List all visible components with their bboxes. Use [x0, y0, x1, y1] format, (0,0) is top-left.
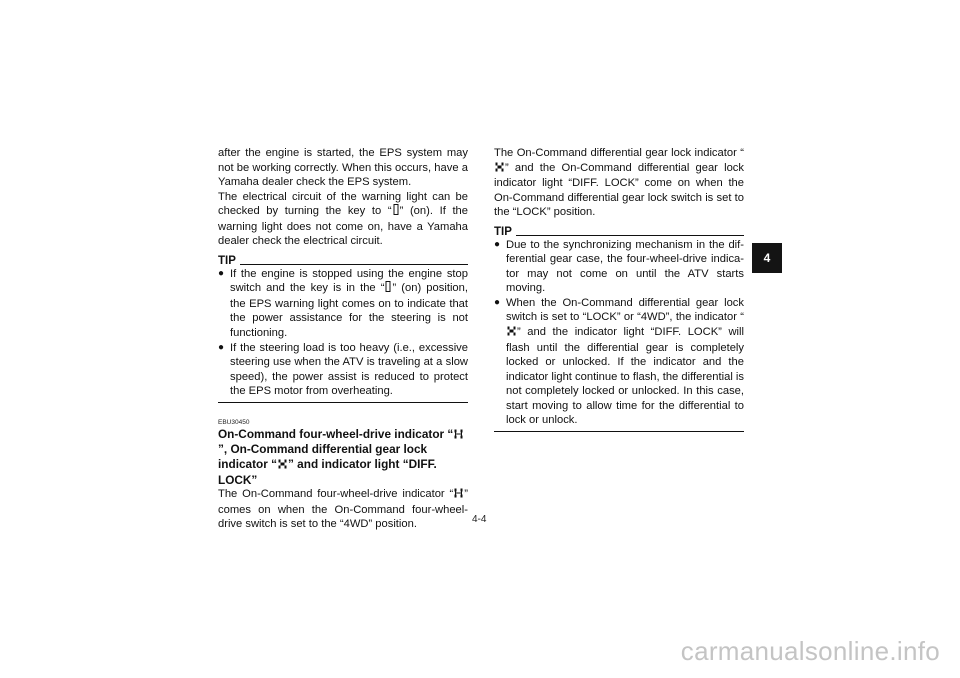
- text-run: ”, On-Command differential gear lock indicator “: [218, 442, 428, 471]
- text-run: The On-Command four-wheel-drive indicator “: [218, 488, 454, 501]
- right-column: [494, 146, 744, 432]
- tip-end-rule: [494, 431, 744, 432]
- tip-bullet-item: [494, 238, 744, 296]
- text-run: If the engine is stopped using the engine stop switch and the key is in the “: [230, 267, 468, 295]
- tip-bullet-item: [218, 267, 468, 341]
- section-heading: [218, 427, 468, 487]
- diff-lock-icon: [507, 326, 516, 341]
- tip-end-rule: [218, 402, 468, 403]
- tip-bullet-item: [494, 296, 744, 428]
- key-on-icon: [385, 281, 391, 297]
- section-code: EBU30450: [218, 418, 250, 426]
- tip-label: TIP: [218, 254, 236, 267]
- tip-header: [218, 253, 468, 267]
- text-run: ” (on). If the warning light does not come on, have a Yamaha dealer check the electrical circuit.: [218, 205, 469, 248]
- bullet-dot-icon: ●: [218, 341, 225, 353]
- page-number: 4-4: [472, 514, 487, 525]
- tip-rule: [240, 264, 468, 265]
- diff-lock-icon: [495, 162, 504, 177]
- text-run: ” comes on when the On-Command four-wheel-drive switch is set to the “4WD” position.: [218, 488, 468, 531]
- tip-bullet-item: [218, 341, 468, 399]
- bullet-dot-icon: ●: [218, 267, 225, 279]
- four-wheel-drive-icon: [454, 488, 463, 503]
- eps-check-paragraph: after the engine is started, the EPS system may not be working correctly. When this occurs, have a Yamaha dealer check the EPS system.: [218, 147, 468, 189]
- bullet-text: [230, 267, 468, 341]
- diff-lock-paragraph: [494, 146, 744, 220]
- tip-rule: [516, 235, 744, 236]
- bullet-dot-icon: ●: [494, 238, 501, 250]
- four-wheel-drive-paragraph: [218, 487, 468, 532]
- bullet-text: If the steering load is too heavy (i.e., excessive steering use when the ATV is traveling at a slow speed), the power assist is reduced to protect the EPS motor from overheating.: [230, 341, 468, 398]
- left-column: [218, 146, 468, 532]
- key-on-icon: [393, 204, 399, 220]
- text-run: ” and indicator light “DIFF. LOCK”: [218, 456, 437, 487]
- text-run: ” and the On-Command differential gear lock indicator light “DIFF. LOCK” come on when the On-Command differential gear lock switch is set to the “LOCK” position.: [494, 161, 744, 219]
- bullet-text: Due to the synchronizing mechanism in the differential gear case, the four-wheel-drive indicator may not come on until the ATV starts moving.: [506, 238, 744, 295]
- text-run: On-Command four-wheel-drive indicator “: [218, 426, 454, 441]
- text-run: ” (on) position, the EPS warning light comes on to indicate that the power assistance for the steering is not functioning.: [230, 282, 468, 340]
- chapter-tab: 4: [752, 243, 782, 273]
- four-wheel-drive-icon: [454, 428, 463, 443]
- bullet-text: [506, 296, 744, 428]
- bullet-dot-icon: ●: [494, 296, 501, 308]
- circuit-check-paragraph: [218, 190, 468, 249]
- text-run: The On-Command differential gear lock indicator “: [494, 147, 744, 159]
- text-run: When the On-Command differential gear lock switch is set to “LOCK” or “4WD”, the indicator “: [506, 296, 744, 324]
- text-run: The electrical circuit of the warning light can be checked by turning the key to “: [218, 190, 468, 218]
- text-run: ” and the indicator light “DIFF. LOCK” will flash until the differential gear is completely locked or unlocked. If the indicator and the indicator light continue to flash, the differential is not completely locked or unlocked. In this case, start moving to allow time for the differential to lock or unlock.: [506, 326, 744, 427]
- tip-header: [494, 224, 744, 238]
- tip-label: TIP: [494, 225, 512, 238]
- diff-lock-icon: [278, 458, 287, 473]
- watermark: carmanualsonline.info: [680, 636, 940, 666]
